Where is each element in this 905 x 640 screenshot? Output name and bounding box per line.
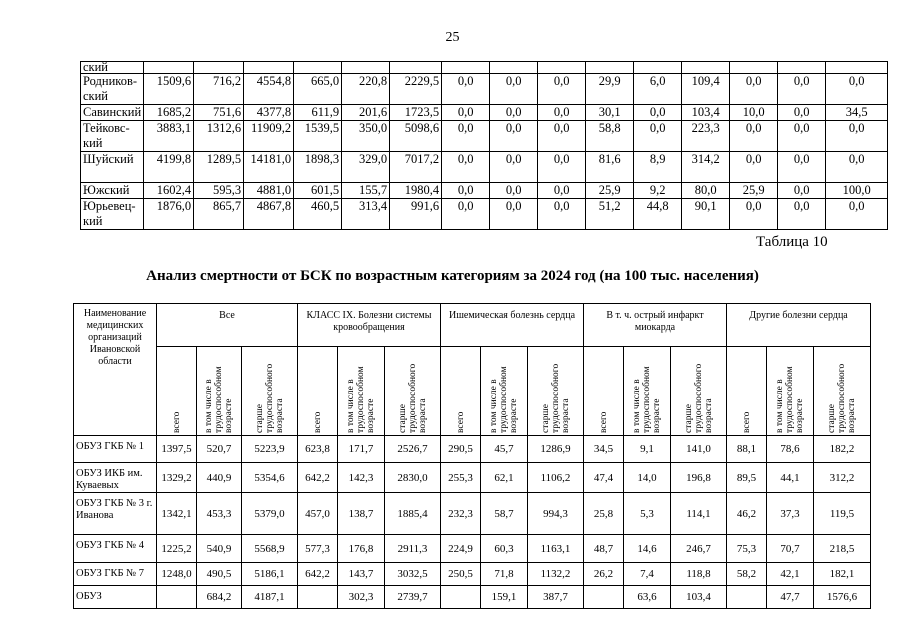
sub-header — [528, 347, 584, 436]
table-cell: 1509,6 — [144, 74, 194, 105]
table-cell: 100,0 — [826, 183, 888, 199]
table-cell: 4554,8 — [244, 74, 294, 105]
table-cell: 642,2 — [298, 463, 338, 493]
sub-header-label: всего — [455, 411, 466, 433]
table-cell: 26,2 — [584, 563, 624, 586]
table-cell: 176,8 — [338, 535, 385, 563]
district-name: Южский — [81, 183, 144, 199]
table-cell: 313,4 — [342, 199, 390, 230]
table-cell: 103,4 — [682, 105, 730, 121]
organization-name: ОБУЗ ИКБ им. Куваевых — [74, 463, 157, 493]
table-cell: 118,8 — [671, 563, 727, 586]
table-cell: 220,8 — [342, 74, 390, 105]
sub-header — [242, 347, 298, 436]
table-cell: 623,8 — [298, 436, 338, 463]
table-cell: 3032,5 — [385, 563, 441, 586]
mortality-table — [73, 303, 871, 609]
table-cell: 520,7 — [197, 436, 242, 463]
sub-header-label: старше трудоспособного возраста — [540, 363, 571, 433]
table-cell: 75,3 — [727, 535, 767, 563]
table-cell: 89,5 — [727, 463, 767, 493]
group-header: Другие болезни сердца — [727, 304, 871, 347]
table-row — [74, 436, 871, 463]
table-cell: 10,0 — [730, 105, 778, 121]
table-cell — [826, 62, 888, 74]
table-cell: 2739,7 — [385, 586, 441, 609]
table-cell: 81,6 — [586, 152, 634, 183]
table-cell: 0,0 — [442, 121, 490, 152]
table-cell: 595,3 — [194, 183, 244, 199]
table-cell: 0,0 — [826, 152, 888, 183]
table-cell: 71,8 — [481, 563, 528, 586]
table-cell: 1248,0 — [157, 563, 197, 586]
table-cell: 0,0 — [778, 105, 826, 121]
sub-header — [385, 347, 441, 436]
page-number: 25 — [445, 30, 460, 45]
table-cell: 30,1 — [586, 105, 634, 121]
table-cell: 171,7 — [338, 436, 385, 463]
table-cell: 0,0 — [826, 199, 888, 230]
table-cell: 994,3 — [528, 493, 584, 535]
table-cell: 865,7 — [194, 199, 244, 230]
sub-header-label: всего — [598, 411, 609, 433]
sub-header — [441, 347, 481, 436]
table-cell: 991,6 — [390, 199, 442, 230]
table-row — [74, 463, 871, 493]
table-cell: 490,5 — [197, 563, 242, 586]
group-header: В т. ч. острый инфаркт миокарда — [584, 304, 727, 347]
table-row — [81, 121, 888, 152]
table-cell: 223,3 — [682, 121, 730, 152]
table-cell: 119,5 — [814, 493, 871, 535]
sub-header-label: в том числе в трудоспособном возрасте — [632, 366, 662, 433]
table-cell: 684,2 — [197, 586, 242, 609]
table-cell: 80,0 — [682, 183, 730, 199]
table-cell: 14,0 — [624, 463, 671, 493]
table-cell: 611,9 — [294, 105, 342, 121]
table-cell — [442, 62, 490, 74]
table-cell: 45,7 — [481, 436, 528, 463]
table-row — [74, 563, 871, 586]
table-cell: 5568,9 — [242, 535, 298, 563]
table-cell: 0,0 — [490, 183, 538, 199]
table-cell: 0,0 — [442, 74, 490, 105]
table-cell: 0,0 — [538, 74, 586, 105]
table-row — [81, 183, 888, 199]
table-cell: 1576,6 — [814, 586, 871, 609]
organization-name: ОБУЗ ГКБ № 3 г. Иванова — [74, 493, 157, 535]
district-name: ский — [81, 62, 144, 74]
table-cell: 88,1 — [727, 436, 767, 463]
table-cell: 182,2 — [814, 436, 871, 463]
table-cell: 312,2 — [814, 463, 871, 493]
table-cell: 25,8 — [584, 493, 624, 535]
district-name: Юрьевец-кий — [81, 199, 144, 230]
table-cell: 1312,6 — [194, 121, 244, 152]
table-cell: 6,0 — [634, 74, 682, 105]
table-cell: 5098,6 — [390, 121, 442, 152]
table-cell — [298, 586, 338, 609]
table-cell: 255,3 — [441, 463, 481, 493]
table-cell: 0,0 — [490, 199, 538, 230]
table-cell: 159,1 — [481, 586, 528, 609]
table-cell — [538, 62, 586, 74]
table-cell: 7017,2 — [390, 152, 442, 183]
table-cell: 0,0 — [730, 199, 778, 230]
table-cell: 350,0 — [342, 121, 390, 152]
district-name: Шуйский — [81, 152, 144, 183]
table-cell: 0,0 — [442, 105, 490, 121]
table-cell: 0,0 — [538, 105, 586, 121]
table-cell: 4881,0 — [244, 183, 294, 199]
table-cell — [157, 586, 197, 609]
sub-header — [298, 347, 338, 436]
table-cell: 1980,4 — [390, 183, 442, 199]
table-cell: 60,3 — [481, 535, 528, 563]
table-cell: 47,4 — [584, 463, 624, 493]
table-cell: 540,9 — [197, 535, 242, 563]
sub-header-label: старше трудоспособного возраста — [397, 363, 428, 433]
table-cell: 460,5 — [294, 199, 342, 230]
table-cell: 2911,3 — [385, 535, 441, 563]
table-cell: 25,9 — [586, 183, 634, 199]
table-cell: 44,8 — [634, 199, 682, 230]
table-cell: 4187,1 — [242, 586, 298, 609]
table-cell: 103,4 — [671, 586, 727, 609]
table-cell: 14,6 — [624, 535, 671, 563]
table-cell: 58,8 — [586, 121, 634, 152]
table-row — [81, 62, 888, 74]
table-cell: 70,7 — [767, 535, 814, 563]
table-cell: 290,5 — [441, 436, 481, 463]
table-cell: 7,4 — [624, 563, 671, 586]
sub-header — [727, 347, 767, 436]
table-cell: 0,0 — [778, 121, 826, 152]
sub-header — [671, 347, 727, 436]
group-header: Все — [157, 304, 298, 347]
table-cell — [490, 62, 538, 74]
table-row — [74, 535, 871, 563]
table-cell: 0,0 — [490, 105, 538, 121]
sub-header — [767, 347, 814, 436]
table-cell: 0,0 — [538, 199, 586, 230]
table-cell — [194, 62, 244, 74]
table-cell: 0,0 — [826, 121, 888, 152]
table-cell: 0,0 — [490, 74, 538, 105]
sub-header-label: всего — [171, 411, 182, 433]
district-name: Тейковс-кий — [81, 121, 144, 152]
table-cell: 90,1 — [682, 199, 730, 230]
table-cell: 34,5 — [584, 436, 624, 463]
table-cell — [294, 62, 342, 74]
sub-header-label: старше трудоспособного возраста — [254, 363, 285, 433]
table-cell: 5223,9 — [242, 436, 298, 463]
top-data-table — [80, 61, 888, 230]
sub-header — [197, 347, 242, 436]
table-cell: 0,0 — [778, 199, 826, 230]
table-cell: 1885,4 — [385, 493, 441, 535]
table-row — [81, 152, 888, 183]
table-cell — [727, 586, 767, 609]
table-cell: 0,0 — [490, 152, 538, 183]
table-cell: 642,2 — [298, 563, 338, 586]
table-cell: 1225,2 — [157, 535, 197, 563]
table-cell: 0,0 — [538, 121, 586, 152]
table-cell: 250,5 — [441, 563, 481, 586]
sub-header-label: всего — [741, 411, 752, 433]
sub-header-label: в том числе в трудоспособном возрасте — [775, 366, 805, 433]
table-cell: 44,1 — [767, 463, 814, 493]
table-cell: 48,7 — [584, 535, 624, 563]
table-cell — [682, 62, 730, 74]
table-cell: 4867,8 — [244, 199, 294, 230]
group-header: Ишемическая болезнь сердца — [441, 304, 584, 347]
table-cell: 3883,1 — [144, 121, 194, 152]
table-cell: 141,0 — [671, 436, 727, 463]
table-cell: 302,3 — [338, 586, 385, 609]
table-cell: 11909,2 — [244, 121, 294, 152]
table-cell: 58,2 — [727, 563, 767, 586]
table-cell: 196,8 — [671, 463, 727, 493]
district-name: Савинский — [81, 105, 144, 121]
table-cell: 62,1 — [481, 463, 528, 493]
sub-header-label: в том числе в трудоспособном возрасте — [204, 366, 234, 433]
sub-header-label: в том числе в трудоспособном возрасте — [346, 366, 376, 433]
table-cell: 142,3 — [338, 463, 385, 493]
table-cell: 114,1 — [671, 493, 727, 535]
table-cell: 138,7 — [338, 493, 385, 535]
sub-header — [624, 347, 671, 436]
row-header: Наименование медицинских организаций Ивановской области — [74, 304, 157, 436]
table-cell: 329,0 — [342, 152, 390, 183]
table-cell: 387,7 — [528, 586, 584, 609]
table-cell: 63,6 — [624, 586, 671, 609]
table-cell: 1397,5 — [157, 436, 197, 463]
table-cell: 0,0 — [730, 152, 778, 183]
table-cell — [441, 586, 481, 609]
organization-name: ОБУЗ ГКБ № 1 — [74, 436, 157, 463]
sub-header-label: всего — [312, 411, 323, 433]
table-cell: 453,3 — [197, 493, 242, 535]
table-row — [74, 586, 871, 609]
table-cell: 0,0 — [442, 199, 490, 230]
group-header: КЛАСС IX. Болезни системы кровообращения — [298, 304, 441, 347]
table-cell: 5354,6 — [242, 463, 298, 493]
table-cell: 457,0 — [298, 493, 338, 535]
table-cell: 4199,8 — [144, 152, 194, 183]
table-cell: 1539,5 — [294, 121, 342, 152]
table-cell: 0,0 — [826, 74, 888, 105]
table-cell — [584, 586, 624, 609]
table-cell: 143,7 — [338, 563, 385, 586]
organization-name: ОБУЗ — [74, 586, 157, 609]
table-cell: 37,3 — [767, 493, 814, 535]
sub-header-label: старше трудоспособного возраста — [683, 363, 714, 433]
table-cell: 0,0 — [538, 152, 586, 183]
table-row — [81, 74, 888, 105]
table-label: Таблица 10 — [756, 234, 828, 250]
table-cell: 1289,5 — [194, 152, 244, 183]
sub-header — [157, 347, 197, 436]
table-cell: 1898,3 — [294, 152, 342, 183]
table-cell: 78,6 — [767, 436, 814, 463]
sub-header — [481, 347, 528, 436]
table-cell: 34,5 — [826, 105, 888, 121]
table-cell: 9,1 — [624, 436, 671, 463]
table-cell: 2830,0 — [385, 463, 441, 493]
table-cell: 29,9 — [586, 74, 634, 105]
table-cell: 751,6 — [194, 105, 244, 121]
table-cell: 1132,2 — [528, 563, 584, 586]
table-cell: 5,3 — [624, 493, 671, 535]
table-cell: 2229,5 — [390, 74, 442, 105]
table-cell: 155,7 — [342, 183, 390, 199]
sub-header — [338, 347, 385, 436]
table-cell: 5379,0 — [242, 493, 298, 535]
table-cell — [778, 62, 826, 74]
table-title: Анализ смертности от БСК по возрастным категориям за 2024 год (на 100 тыс. населения) — [146, 268, 759, 284]
table-cell: 601,5 — [294, 183, 342, 199]
table-cell: 1106,2 — [528, 463, 584, 493]
table-cell: 47,7 — [767, 586, 814, 609]
table-cell: 42,1 — [767, 563, 814, 586]
sub-header — [814, 347, 871, 436]
table-cell: 46,2 — [727, 493, 767, 535]
table-cell: 25,9 — [730, 183, 778, 199]
table-cell: 51,2 — [586, 199, 634, 230]
table-cell: 0,0 — [778, 74, 826, 105]
organization-name: ОБУЗ ГКБ № 7 — [74, 563, 157, 586]
district-name: Родников-ский — [81, 74, 144, 105]
table-cell — [634, 62, 682, 74]
table-cell: 0,0 — [634, 121, 682, 152]
table-cell: 9,2 — [634, 183, 682, 199]
table-row — [74, 493, 871, 535]
table-cell: 109,4 — [682, 74, 730, 105]
table-cell: 0,0 — [538, 183, 586, 199]
table-cell: 1342,1 — [157, 493, 197, 535]
table-row — [81, 105, 888, 121]
table-cell: 716,2 — [194, 74, 244, 105]
table-cell: 0,0 — [634, 105, 682, 121]
table-cell: 58,7 — [481, 493, 528, 535]
table-cell: 182,1 — [814, 563, 871, 586]
table-cell: 4377,8 — [244, 105, 294, 121]
table-cell: 1286,9 — [528, 436, 584, 463]
table-cell: 232,3 — [441, 493, 481, 535]
table-cell: 440,9 — [197, 463, 242, 493]
table-cell: 0,0 — [442, 152, 490, 183]
table-cell: 1602,4 — [144, 183, 194, 199]
organization-name: ОБУЗ ГКБ № 4 — [74, 535, 157, 563]
table-cell — [342, 62, 390, 74]
table-cell: 0,0 — [442, 183, 490, 199]
table-cell: 1723,5 — [390, 105, 442, 121]
table-cell: 0,0 — [730, 74, 778, 105]
table-cell: 1876,0 — [144, 199, 194, 230]
table-cell: 0,0 — [490, 121, 538, 152]
table-cell: 218,5 — [814, 535, 871, 563]
table-cell: 314,2 — [682, 152, 730, 183]
table-cell: 201,6 — [342, 105, 390, 121]
table-cell: 1329,2 — [157, 463, 197, 493]
table-cell: 0,0 — [730, 121, 778, 152]
table-cell — [586, 62, 634, 74]
table-cell — [390, 62, 442, 74]
table-cell: 8,9 — [634, 152, 682, 183]
table-cell: 2526,7 — [385, 436, 441, 463]
table-row — [81, 199, 888, 230]
sub-header-label: старше трудоспособного возраста — [827, 363, 857, 433]
table-cell: 246,7 — [671, 535, 727, 563]
table-cell: 0,0 — [778, 183, 826, 199]
table-cell: 14181,0 — [244, 152, 294, 183]
table-cell: 224,9 — [441, 535, 481, 563]
table-cell — [730, 62, 778, 74]
table-cell: 577,3 — [298, 535, 338, 563]
table-cell: 0,0 — [778, 152, 826, 183]
sub-header — [584, 347, 624, 436]
table-cell — [244, 62, 294, 74]
table-cell: 665,0 — [294, 74, 342, 105]
sub-header-label: в том числе в трудоспособном возрасте — [489, 366, 519, 433]
table-cell: 5186,1 — [242, 563, 298, 586]
table-cell: 1685,2 — [144, 105, 194, 121]
table-cell — [144, 62, 194, 74]
table-cell: 1163,1 — [528, 535, 584, 563]
